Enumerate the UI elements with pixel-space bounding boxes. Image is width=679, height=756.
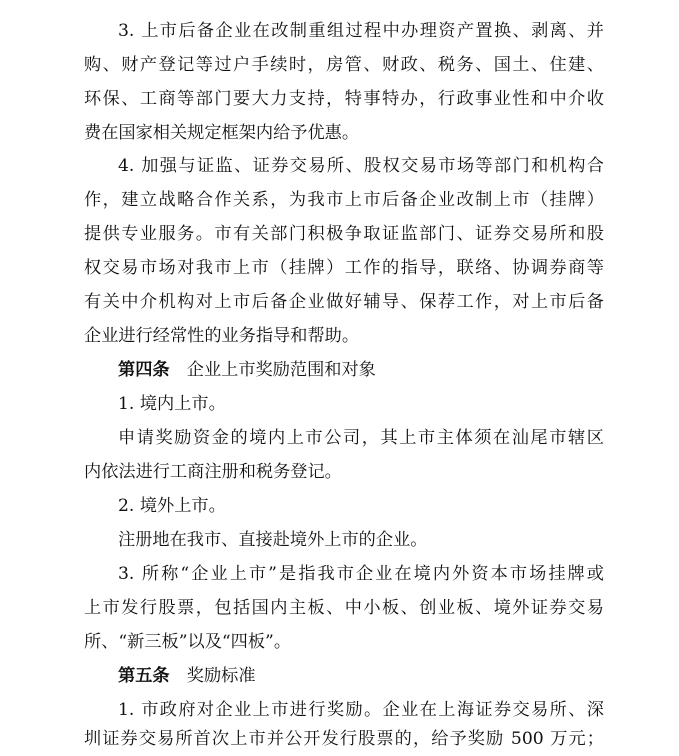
paragraph-line: 购、财产登记等过户手续时，房管、财政、税务、国土、住建、: [84, 55, 604, 75]
paragraph-line: 4. 加强与证监、证券交易所、股权交易市场等部门和机构合: [118, 156, 604, 176]
paragraph-line: 提供专业服务。市有关部门积极争取证监部门、证券交易所和股: [84, 224, 604, 244]
paragraph-line: 有关中介机构对上市后备企业做好辅导、保荐工作，对上市后备: [84, 292, 604, 312]
paragraph-line: 1. 境内上市。: [118, 394, 226, 414]
paragraph-line: 1. 市政府对企业上市进行奖励。企业在上海证券交易所、深: [118, 700, 604, 720]
article-five-heading: [118, 659, 604, 693]
article-title: 企业上市奖励范围和对象: [186, 360, 376, 380]
paragraph-line: 3. 所称“企业上市”是指我市企业在境内外资本市场挂牌或: [118, 564, 604, 584]
paragraph-line: 圳证券交易所首次上市并公开发行股票的，给予奖励 500 万元；: [84, 729, 604, 749]
paragraph-line: 3. 上市后备企业在改制重组过程中办理资产置换、剥离、并: [118, 21, 604, 41]
paragraph-line: 权交易市场对我市上市（挂牌）工作的指导，联络、协调券商等: [84, 258, 604, 278]
paragraph-line: 注册地在我市、直接赴境外上市的企业。: [118, 530, 428, 550]
article-title: 奖励标准: [186, 666, 256, 686]
paragraph-line: 内依法进行工商注册和税务登记。: [84, 462, 342, 482]
article-label: 第五条: [118, 666, 170, 686]
article-four-heading: [118, 353, 604, 387]
paragraph-line: 费在国家相关规定框架内给予优惠。: [84, 123, 360, 143]
paragraph-line: 作，建立战略合作关系，为我市上市后备企业改制上市（挂牌）: [84, 190, 604, 210]
paragraph-line: 申请奖励资金的境内上市公司，其上市主体须在汕尾市辖区: [118, 428, 604, 448]
paragraph-line: 2. 境外上市。: [118, 496, 226, 516]
paragraph-line: 企业进行经常性的业务指导和帮助。: [84, 326, 360, 346]
paragraph-line: 环保、工商等部门要大力支持，特事特办，行政事业性和中介收: [84, 89, 604, 109]
paragraph-line: 所、“新三板”以及“四板”。: [84, 632, 292, 652]
paragraph-line: 上市发行股票，包括国内主板、中小板、创业板、境外证券交易: [84, 598, 604, 618]
article-label: 第四条: [118, 360, 170, 380]
